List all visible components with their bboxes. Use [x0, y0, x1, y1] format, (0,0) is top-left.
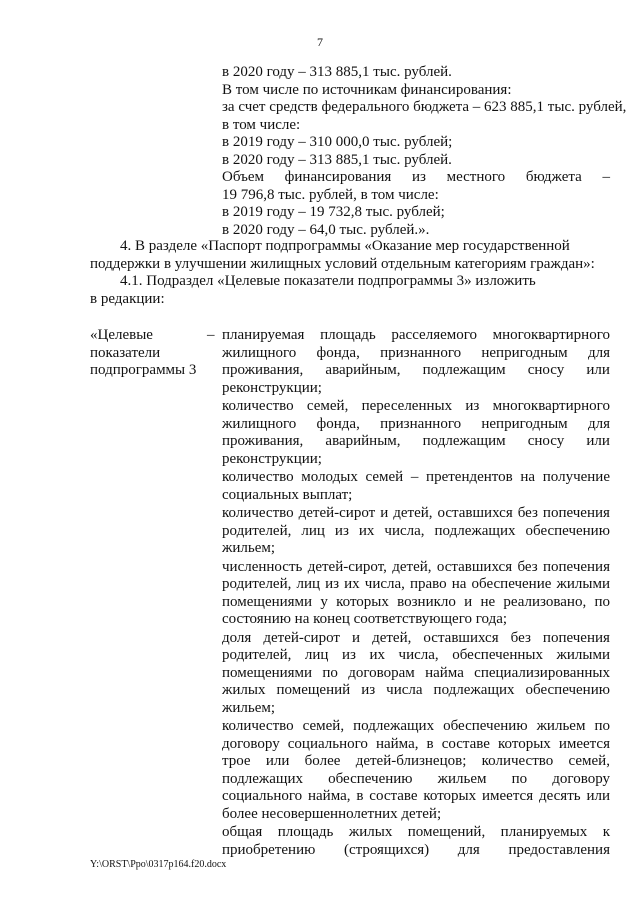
- indicator-line: [222, 736, 610, 754]
- word: на: [451, 576, 467, 592]
- word: количество: [222, 505, 294, 521]
- word: которых: [423, 788, 477, 804]
- word: числа,: [384, 522, 425, 539]
- indicator-line: состоянию на конец соответствующего года;: [222, 611, 508, 627]
- word: родителей,: [222, 522, 292, 539]
- label-line: подпрограммы 3: [90, 362, 197, 378]
- indicator-line: [222, 505, 610, 523]
- text-line: за счет средств федерального бюджета – 623 885,1 тыс. рублей,: [222, 99, 627, 115]
- text-line: 19 796,8 тыс. рублей, в том числе:: [222, 186, 439, 203]
- word: количество: [481, 753, 554, 769]
- word: расселяемого: [391, 327, 478, 343]
- text-line: в 2020 году – 313 885,1 тыс. рублей.: [222, 151, 452, 168]
- word: аварийным,: [325, 362, 401, 378]
- word: договору: [222, 735, 280, 752]
- word: обеспечению: [443, 718, 528, 734]
- word: попечения: [542, 505, 610, 521]
- word: предоставления: [508, 841, 610, 858]
- word: более: [304, 753, 341, 769]
- word: молодых: [301, 469, 358, 485]
- word: финансирования: [284, 169, 392, 185]
- word: сносу: [527, 433, 565, 449]
- word: площадь: [277, 824, 334, 840]
- word: по: [511, 770, 528, 787]
- indicator-line: жильем;: [222, 540, 276, 556]
- indicator-item: [222, 469, 610, 504]
- target-indicators-list: [222, 327, 610, 860]
- text-line: 4.1. Подраздел «Целевые показатели подпрограммы 3» изложить: [120, 273, 536, 289]
- word: обеспечение: [471, 576, 552, 592]
- word: из: [411, 169, 426, 185]
- indicator-line: [222, 345, 610, 363]
- word: сносу: [527, 362, 565, 378]
- indicator-line: [222, 824, 610, 842]
- text-line: в том числе:: [222, 116, 301, 133]
- word: договору: [552, 770, 610, 787]
- word: трое: [222, 753, 251, 769]
- indicator-line: [222, 576, 610, 594]
- word: многоквартирного: [492, 398, 610, 414]
- word: для: [457, 841, 480, 858]
- text-line: в 2019 году – 310 000,0 тыс. рублей;: [222, 134, 453, 150]
- word: семей: [365, 469, 404, 485]
- word: числа,: [364, 576, 405, 592]
- label-line: показатели: [90, 344, 161, 361]
- target-indicators-label: [90, 327, 210, 380]
- word: без: [517, 505, 538, 521]
- word: обеспечению: [525, 682, 610, 698]
- word: семей,: [568, 753, 610, 769]
- label-line: «Целевые: [90, 327, 153, 343]
- word: которых: [498, 735, 551, 752]
- word: или: [586, 788, 610, 804]
- word: или: [265, 753, 290, 769]
- word: и: [380, 505, 389, 521]
- section-4: [90, 238, 610, 308]
- word: детей-близнецов;: [355, 753, 467, 769]
- word: реализовано,: [503, 593, 587, 610]
- word: количество: [222, 398, 294, 414]
- indicator-item: [222, 718, 610, 823]
- indicator-line: [222, 788, 610, 806]
- indicator-line: [222, 753, 610, 771]
- word: проживания,: [222, 433, 304, 449]
- indicator-line: [222, 398, 610, 416]
- word: родителей,: [222, 647, 292, 663]
- word: детей,: [393, 505, 433, 521]
- word: подлежащим: [422, 433, 506, 449]
- word: без: [517, 558, 538, 575]
- word: на: [520, 469, 536, 485]
- word: специализированных: [474, 664, 610, 681]
- indicator-item: [222, 505, 610, 558]
- indicator-line: [222, 469, 610, 487]
- text-line: в 2019 году – 19 732,8 тыс. рублей;: [222, 204, 445, 220]
- text-line: В том числе по источникам финансирования:: [222, 81, 512, 98]
- word: составе: [441, 735, 490, 752]
- word: переселенных: [361, 398, 453, 414]
- justified-line: [222, 169, 610, 187]
- text-line: в редакции:: [90, 290, 165, 307]
- word: фонда,: [316, 344, 360, 361]
- word: не: [480, 593, 496, 610]
- word: найма,: [375, 735, 419, 752]
- word: социального: [287, 735, 368, 752]
- word: из: [465, 398, 480, 414]
- word: количество: [222, 718, 294, 734]
- word: жилыми: [556, 647, 610, 663]
- word: –: [410, 469, 419, 485]
- word: из: [341, 647, 356, 663]
- word: претендентов: [426, 469, 513, 485]
- word: жильем: [536, 718, 586, 734]
- indicator-item: [222, 398, 610, 468]
- word: детей-сирот: [263, 629, 340, 646]
- word: помещений: [276, 682, 351, 698]
- word: общая: [222, 824, 263, 840]
- word: детей,: [372, 629, 412, 646]
- word: помещениями: [222, 593, 313, 610]
- word: договорам: [348, 664, 415, 681]
- word: лиц: [296, 576, 321, 592]
- word: численность: [222, 558, 303, 575]
- indicator-line: [222, 433, 610, 451]
- indicator-line: [222, 559, 610, 577]
- word: из: [325, 576, 340, 592]
- word: –: [602, 169, 610, 185]
- word: семей,: [302, 718, 345, 734]
- word: жилых: [348, 824, 393, 840]
- word: имеется: [558, 735, 610, 752]
- word: получение: [542, 469, 610, 485]
- word: подлежащих: [433, 682, 515, 698]
- word: аварийным,: [325, 433, 401, 449]
- word: (строящихся): [343, 841, 430, 858]
- word: жильем: [437, 770, 487, 787]
- word: по: [594, 718, 610, 734]
- word: планируемых: [500, 824, 588, 840]
- word: доля: [222, 629, 252, 646]
- indicator-line: [222, 771, 610, 789]
- word: жилыми: [556, 576, 610, 592]
- word: числа: [386, 682, 423, 698]
- word: планируемая: [222, 327, 305, 343]
- dash-separator: –: [207, 327, 215, 343]
- word: попечения: [542, 558, 610, 575]
- word: в: [426, 735, 434, 752]
- word: возникло: [397, 593, 456, 610]
- word: для: [587, 415, 610, 432]
- indicator-line: [222, 630, 610, 648]
- indicator-item: [222, 559, 610, 629]
- word: в: [356, 788, 364, 804]
- word: непригодным: [481, 415, 568, 432]
- word: многоквартирного: [492, 327, 610, 343]
- word: жилых: [222, 682, 266, 698]
- text-line: 4. В разделе «Паспорт подпрограммы «Оказание мер государственной: [120, 238, 570, 254]
- word: местного: [446, 169, 506, 185]
- word: без: [510, 629, 531, 646]
- word: оставшихся: [436, 558, 513, 575]
- word: или: [586, 362, 610, 378]
- indicator-line: социальных выплат;: [222, 486, 353, 503]
- indicator-line: реконструкции;: [222, 379, 322, 396]
- word: к: [602, 824, 610, 840]
- indicator-line: [222, 523, 610, 541]
- word: из: [334, 522, 349, 539]
- word: десять: [538, 788, 581, 804]
- word: помещениями: [222, 664, 313, 681]
- word: обеспечению: [525, 522, 610, 539]
- indicator-line: [222, 327, 610, 345]
- page-number: 7: [317, 35, 323, 49]
- word: Объем: [222, 169, 264, 185]
- word: их: [369, 647, 385, 663]
- indicator-line: более несовершеннолетних детей;: [222, 805, 442, 822]
- text-line: в 2020 году – 313 885,1 тыс. рублей.: [222, 64, 452, 80]
- word: оставшихся: [423, 629, 499, 646]
- indicator-line: [222, 647, 610, 665]
- word: попечения: [542, 629, 610, 646]
- word: семей,: [306, 398, 349, 414]
- indicator-line: [222, 362, 610, 380]
- text-line: в 2020 году – 64,0 тыс. рублей.».: [222, 221, 430, 238]
- indicator-line: жильем;: [222, 699, 276, 716]
- file-path-footer: Y:\ORST\Ppo\0317p164.f20.docx: [90, 859, 227, 870]
- word: подлежащих: [222, 770, 303, 787]
- word: у: [320, 593, 328, 610]
- indicator-line: [222, 842, 610, 860]
- word: их: [344, 576, 360, 592]
- word: найма: [425, 664, 464, 681]
- word: числа,: [398, 647, 439, 663]
- word: по: [322, 664, 338, 681]
- word: фонда,: [316, 415, 360, 432]
- word: лиц: [304, 647, 329, 663]
- word: количество: [222, 469, 294, 485]
- word: обеспечению: [328, 770, 413, 787]
- indicator-line: [222, 682, 610, 700]
- word: помещений,: [407, 824, 486, 840]
- indicator-line: [222, 416, 610, 434]
- word: бюджета: [525, 169, 582, 185]
- word: которых: [336, 593, 389, 610]
- word: подлежащим: [422, 362, 506, 378]
- word: родителей,: [222, 576, 292, 592]
- word: жилищного: [222, 344, 297, 361]
- word: или: [586, 433, 610, 449]
- word: подлежащих: [353, 718, 435, 734]
- word: непригодным: [481, 344, 568, 361]
- indicator-line: [222, 594, 610, 612]
- word: их: [358, 522, 375, 539]
- word: площадь: [320, 327, 376, 343]
- word: для: [587, 344, 610, 361]
- word: жилищного: [222, 415, 297, 432]
- word: найма,: [307, 788, 351, 804]
- word: оставшихся: [437, 505, 513, 521]
- indicator-item: [222, 327, 610, 397]
- word: подлежащих: [434, 522, 516, 539]
- word: составе: [369, 788, 418, 804]
- word: признанного: [380, 344, 462, 361]
- word: лиц: [301, 522, 325, 539]
- text-line: поддержки в улучшении жилищных условий отдельным категориям граждан»:: [90, 255, 595, 272]
- word: обеспеченных: [452, 647, 543, 663]
- word: признанного: [380, 415, 462, 432]
- indicator-item: [222, 630, 610, 718]
- word: приобретению: [222, 841, 316, 858]
- word: из: [361, 682, 376, 698]
- indicator-line: реконструкции;: [222, 450, 322, 467]
- word: социального: [222, 788, 303, 804]
- word: и: [352, 629, 361, 646]
- indicator-line: [222, 718, 610, 736]
- word: право: [410, 576, 447, 592]
- word: имеется: [481, 788, 534, 804]
- word: проживания,: [222, 362, 304, 378]
- word: детей-сирот: [298, 505, 376, 521]
- indicator-line: [222, 665, 610, 683]
- word: детей-сирот,: [307, 558, 387, 575]
- word: детей,: [392, 558, 432, 575]
- word: и: [464, 593, 473, 610]
- word: по: [594, 593, 610, 610]
- indicator-item: [222, 824, 610, 859]
- financing-block: [222, 64, 627, 239]
